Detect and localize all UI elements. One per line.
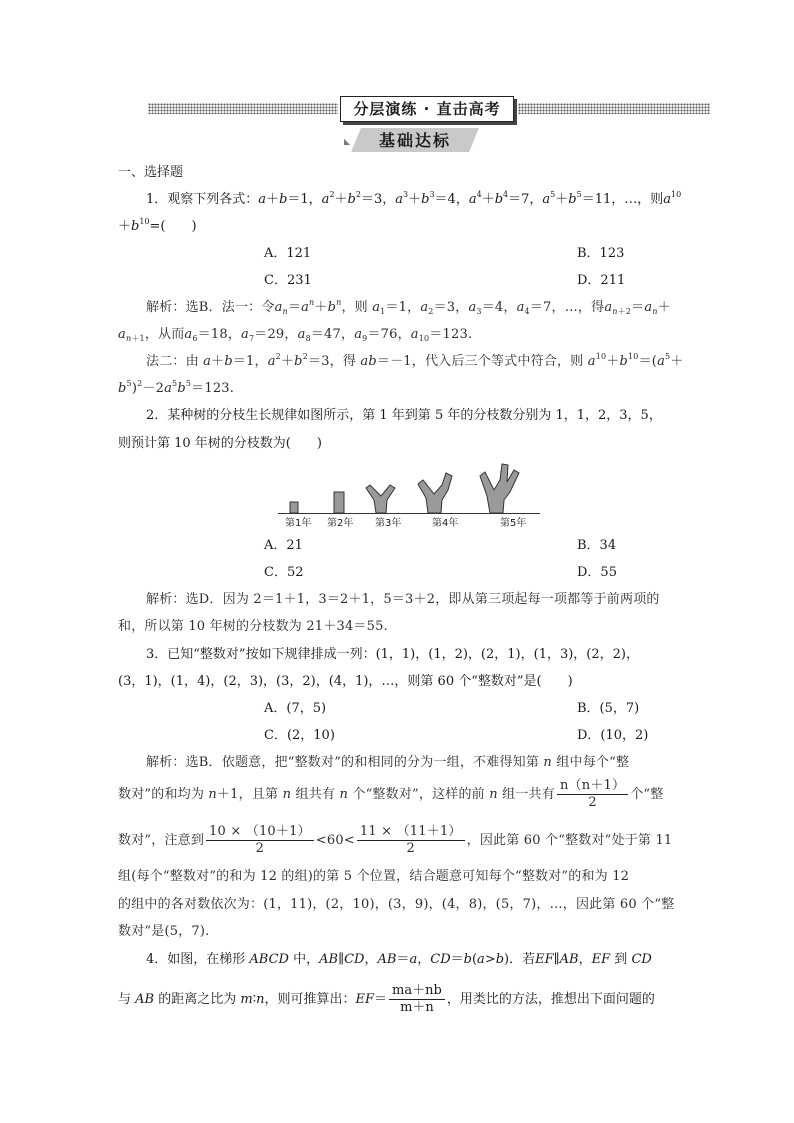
q3-frac2-den: 2 <box>255 841 265 856</box>
q1-exp-alt-mid: ，代入后三个等式中符合，则 <box>411 354 584 369</box>
q1-stem-end: =( ) <box>149 219 197 234</box>
q3-explanation-line2: 数对”的和均为 n＋1，且第 n 组共有 n 个“整数对”，这样的前 n 组一共有 $\frac{n(n+1)}{2}$ 个“整 <box>118 778 664 810</box>
q4-text2b: 的距离之比为 <box>158 992 237 1007</box>
q1-stem-cont: ，…，则 <box>611 192 664 207</box>
q3-explanation-line3 <box>118 824 678 857</box>
q1-exp-congEr: ，从而 <box>144 327 185 342</box>
tree-year5 <box>480 464 519 513</box>
q2-explanation-line2: 和，所以第 10 年树的分枝数为 21＋34＝55. <box>118 619 388 634</box>
q1-stem-line1: 1．观察下列各式：a＋b＝1，$a^2+b^2=3$，$a^3+b^3=4$，$a^4+b^4=7$，$a^5+b^5=11$，…，则$a^{10}$ <box>146 190 682 207</box>
q1-exp-alt-start: 法二：由 <box>146 354 199 369</box>
q1-explanation-line2: $a_{n+1}$，从而$a_6=18$，$a_7=29$，$a_8=47$，$a_9=76$，$a_{10}=123$. <box>118 327 473 343</box>
section-heading: 一、选择题 <box>118 165 184 180</box>
q3-fraction-2 <box>206 824 314 857</box>
q3-exp-text2f: 个“整 <box>630 787 664 802</box>
q1-option-c[interactable]: C．231 <box>264 273 312 288</box>
q3-explanation-line1: 解析：选B．依题意，把“整数对”的和相同的分为一组，不难得知第 n 组中每个“整 <box>146 755 630 770</box>
q3-fraction-1 <box>557 778 628 811</box>
q3-exp-text2d: 个“整数对”，这样的前 <box>352 787 485 802</box>
q1-exp-alt-end: ＝123. <box>191 381 235 396</box>
sub-banner <box>344 128 474 154</box>
q3-exp-text1b: 组中每个“整 <box>556 755 630 770</box>
q2-option-b[interactable]: B．34 <box>577 538 617 553</box>
banner-dots-right <box>518 103 710 114</box>
q4-text1b: 中， <box>293 952 320 967</box>
q3-frac3-den: 2 <box>406 841 415 856</box>
sub-banner-title: 基础达标 <box>378 131 451 150</box>
q4-text2a: 与 <box>118 992 132 1007</box>
fig-label-year3: 第3年 <box>375 518 402 529</box>
q3-exp-text2c: 组共有 <box>295 787 336 802</box>
q4-text1d: 到 <box>614 952 628 967</box>
q3-frac3-num: 11 × （11＋1） <box>357 824 465 841</box>
q3-explanation-line5: 的组中的各对数依次为：(1，11)，(2，10)，(3，9)，(4，8)，(5，7)，…，因此第 60 个“整 <box>118 897 675 912</box>
q3-fraction-3 <box>357 824 465 857</box>
q3-exp-text2e: 组一共有 <box>502 787 555 802</box>
section-banner <box>148 96 710 122</box>
q3-exp-text3b: ，因此第 60 个“整数对”处于第 11 <box>466 833 673 848</box>
tree-year1 <box>290 502 298 513</box>
q2-stem-line1: 2．某种树的分枝生长规律如图所示，第 1 年到第 5 年的分枝数分别为 1，1，2，3，5， <box>146 408 662 423</box>
banner-title: 分层演练 · 直击高考 <box>340 96 514 122</box>
q1-stem-text: 1．观察下列各式： <box>146 192 259 207</box>
q3-option-c[interactable]: C．(2，10) <box>264 728 335 743</box>
q4-text1a: 4．如图，在梯形 <box>146 952 246 967</box>
q4-text1c: ．若 <box>509 952 536 967</box>
q2-option-c[interactable]: C．52 <box>264 565 304 580</box>
q4-text2c: ，则可推算出： <box>264 992 356 1007</box>
q4-stem-line1: 4．如图，在梯形 ABCD 中，AB∥CD，AB＝a，CD＝b(a>b)．若EF∥AB，EF 到 CD <box>146 952 652 967</box>
q1-explanation-line3: 法二：由 a＋b＝1，$a^2+b^2=3$，得 ab＝－1，代入后三个等式中符合，则 $a^{10}+b^{10}=(a^5+$ <box>146 352 684 369</box>
q3-option-d[interactable]: D．(10，2) <box>577 728 649 743</box>
q2-stem-line2: 则预计第 10 年树的分枝数为( ) <box>118 436 322 451</box>
fig-label-year5: 第5年 <box>500 518 527 529</box>
tree-year2 <box>334 492 344 513</box>
q4-frac-den: m＋n <box>400 1000 434 1015</box>
q1-stem-line2: $+b^{10}=$( ) <box>118 217 197 234</box>
q1-option-a[interactable]: A．121 <box>264 246 312 261</box>
q4-text2d: ，用类比的方法，推想出下面问题的 <box>446 992 655 1007</box>
q1-explanation-line4: $b^5)^2-2a^5b^5=123$. <box>118 379 235 396</box>
fig-label-year2: 第2年 <box>327 518 354 529</box>
q3-option-a[interactable]: A．(7，5) <box>264 701 327 716</box>
q1-option-b[interactable]: B．123 <box>577 246 625 261</box>
q3-exp-text1: 解析：选B．依题意，把“整数对”的和相同的分为一组，不难得知第 <box>146 755 540 770</box>
q3-stem-line2: (3，1)，(1，4)，(2，3)，(3，2)，(4，1)，…，则第 60 个“整数对”是( ) <box>118 674 573 689</box>
q3-frac1-num: n（n＋1） <box>557 778 628 795</box>
q4-stem-line2: 与 AB 的距离之比为 m∶n，则可推算出：EF＝ $\frac{ma+nb}{m+n}$ ，用类比的方法，推想出下面问题的 <box>118 983 655 1015</box>
q3-exp-text2a: 数对”的和均为 <box>118 787 205 802</box>
q4-frac-num: ma＋nb <box>389 983 445 1000</box>
tree-year3 <box>366 485 395 513</box>
q3-frac1-den: 2 <box>588 795 597 810</box>
q1-exp-prefix: 解析：选B．法一：令 <box>146 300 275 315</box>
q2-option-d[interactable]: D．55 <box>577 565 617 580</box>
q3-exp-text3a: 数对”，注意到 <box>118 833 205 848</box>
q3-frac2-num: 10 × （10＋1） <box>206 824 314 841</box>
q1-option-d[interactable]: D．211 <box>577 273 626 288</box>
q2-option-a[interactable]: A．21 <box>264 538 303 553</box>
q3-stem-line1: 3．已知“整数对”按如下规律排成一列：(1，1)，(1，2)，(2，1)，(1，3)，(2，2)， <box>146 647 639 662</box>
q1-explanation-line1: 解析：选B．法一：令$a_n=a^n+b^n$，则 $a_1=1$，$a_2=3$，$a_3=4$，$a_4=7$，…，得$a_{n+2}=a_n+$ <box>146 298 671 316</box>
fig-label-year1: 第1年 <box>285 518 312 529</box>
banner-dots-left <box>148 103 338 114</box>
tree-year4 <box>418 473 452 513</box>
q3-explanation-line6: 数对”是(5，7). <box>118 924 210 939</box>
q3-option-b[interactable]: B．(5，7) <box>577 701 640 716</box>
tree-growth-figure <box>278 458 578 534</box>
q1-exp-alt-de: ，得 <box>329 354 357 369</box>
fig-label-year4: 第4年 <box>432 518 459 529</box>
q1-exp-de: ，得 <box>577 300 605 315</box>
q3-exp-text2b: ，且第 <box>238 787 279 802</box>
q3-exp-ineq: <60< <box>315 833 355 848</box>
sub-banner-mark: ◣ <box>344 137 351 146</box>
q2-explanation-line1: 解析：选D．因为 2＝1＋1，3＝2＋1，5＝3＋2，即从第三项起每一项都等于前两项的 <box>146 592 660 607</box>
tree-growth-svg <box>278 458 578 534</box>
q4-fraction <box>389 983 445 1016</box>
q3-explanation-line4: 组(每个“整数对”的和为 12 的组)的第 5 个位置，结合题意可知每个“整数对”的和为 12 <box>118 869 630 884</box>
